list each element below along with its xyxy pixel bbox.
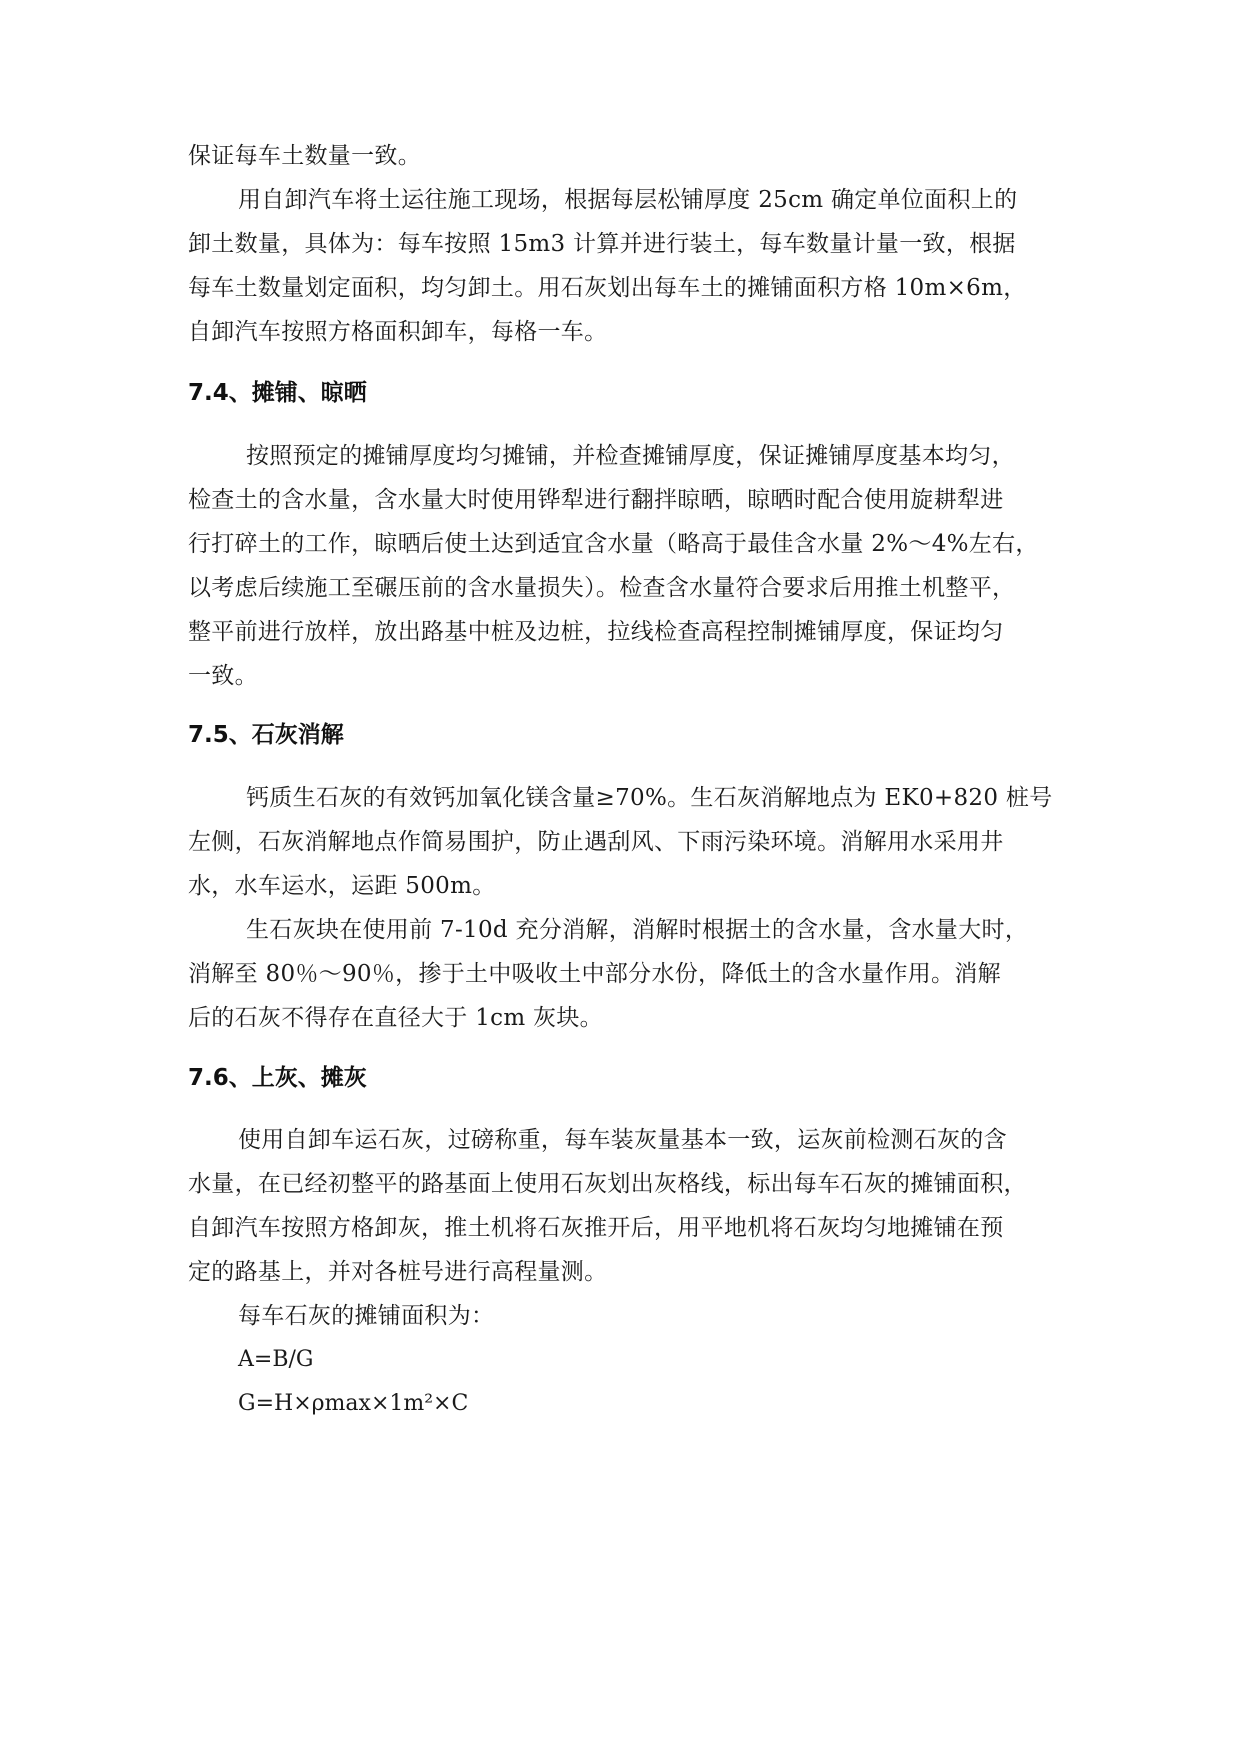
- section-heading-7-5: 7.5、石灰消解: [188, 722, 344, 748]
- paragraph-line: 左侧，石灰消解地点作简易围护，防止遇刮风、下雨污染环境。消解用水采用井: [188, 829, 1004, 855]
- paragraph-line: 每车石灰的摊铺面积为：: [238, 1303, 495, 1329]
- paragraph-line: 消解至 80％～90％，掺于土中吸收土中部分水份，降低土的含水量作用。消解: [188, 961, 1001, 987]
- paragraph-line: 以考虑后续施工至碾压前的含水量损失）。检查含水量符合要求后用推土机整平，: [188, 575, 1016, 601]
- paragraph-line: 行打碎土的工作，晾晒后使土达到适宜含水量（略高于最佳含水量 2%～4%左右，: [188, 531, 1039, 557]
- paragraph-line: 定的路基上，并对各桩号进行高程量测。: [188, 1259, 608, 1285]
- paragraph-line: 使用自卸车运石灰，过磅称重，每车装灰量基本一致，运灰前检测石灰的含: [238, 1127, 1007, 1153]
- paragraph-line: 保证每车土数量一致。: [188, 143, 421, 169]
- paragraph-line: 自卸汽车按照方格卸灰，推土机将石灰推开后，用平地机将石灰均匀地摊铺在预: [188, 1215, 1004, 1241]
- paragraph-line: 一致。: [188, 663, 258, 689]
- paragraph-line: 后的石灰不得存在直径大于 1cm 灰块。: [188, 1005, 603, 1031]
- paragraph-line: 每车土数量划定面积，均匀卸土。用石灰划出每车土的摊铺面积方格 10m×6m，: [188, 275, 1027, 301]
- section-heading-7-6: 7.6、上灰、摊灰: [188, 1065, 367, 1091]
- paragraph-line: 用自卸汽车将土运往施工现场，根据每层松铺厚度 25cm 确定单位面积上的: [238, 187, 1018, 213]
- paragraph-line: 按照预定的摊铺厚度均匀摊铺，并检查摊铺厚度，保证摊铺厚度基本均匀，: [246, 443, 1015, 469]
- paragraph-line: 卸土数量，具体为：每车按照 15m3 计算并进行装土，每车数量计量一致，根据: [188, 231, 1016, 257]
- paragraph-line: 钙质生石灰的有效钙加氧化镁含量≥70%。生石灰消解地点为 EK0+820 桩号: [246, 785, 1053, 811]
- paragraph-line: 生石灰块在使用前 7-10d 充分消解，消解时根据土的含水量，含水量大时，: [246, 917, 1029, 943]
- paragraph-line: 水量，在已经初整平的路基面上使用石灰划出灰格线，标出每车石灰的摊铺面积，: [188, 1171, 1027, 1197]
- paragraph-line: 自卸汽车按照方格面积卸车，每格一车。: [188, 319, 608, 345]
- section-heading-7-4: 7.4、摊铺、晾晒: [188, 380, 367, 406]
- paragraph-line: 检查土的含水量，含水量大时使用铧犁进行翻拌晾晒，晾晒时配合使用旋耕犁进: [188, 487, 1004, 513]
- paragraph-line: 整平前进行放样，放出路基中桩及边桩，拉线检查高程控制摊铺厚度，保证均匀: [188, 619, 1004, 645]
- formula-area: A=B/G: [238, 1347, 314, 1372]
- paragraph-line: 水，水车运水，运距 500m。: [188, 873, 496, 899]
- formula-weight: G=H×ρmax×1m²×C: [238, 1391, 469, 1416]
